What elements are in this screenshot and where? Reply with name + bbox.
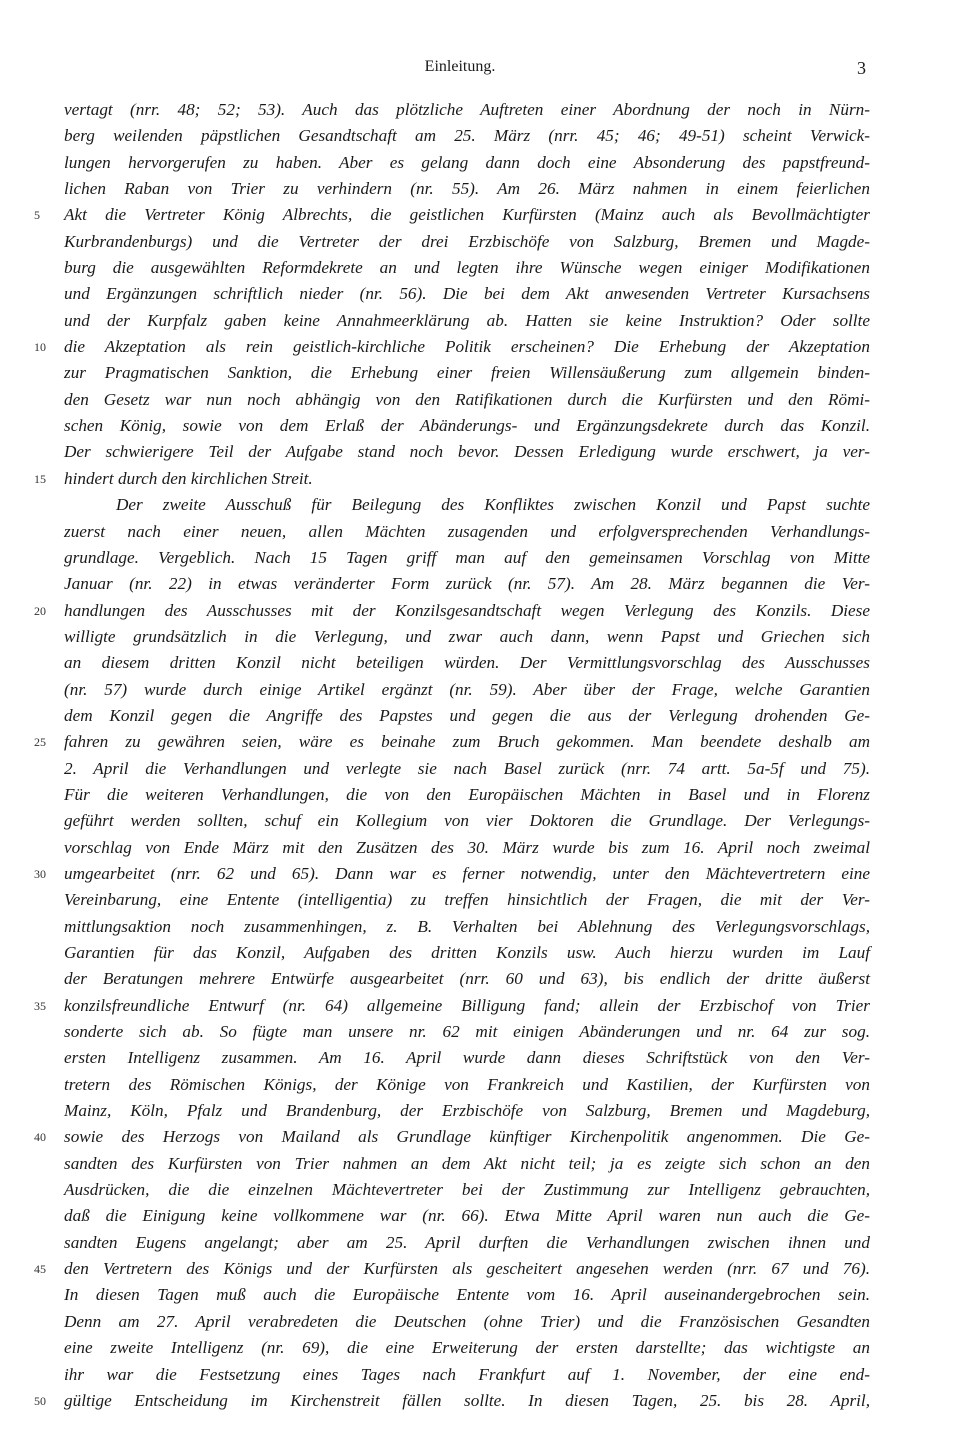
- line-text: berg weilenden päpstlichen Gesandtschaft am 25. März (nrr. 45; 46; 49-51) scheint Verwick-: [64, 126, 870, 146]
- line-number: 35: [34, 998, 46, 1013]
- text-line: [64, 940, 870, 966]
- text-line: [34, 202, 870, 228]
- text-line: [34, 861, 870, 887]
- text-line: [64, 1203, 870, 1229]
- line-text: handlungen des Ausschusses mit der Konzilsgesandtschaft wegen Verlegung des Konzils. Diese: [64, 600, 870, 620]
- line-text: Der zweite Ausschuß für Beilegung des Konfliktes zwischen Konzil und Papst suchte: [116, 495, 870, 515]
- text-line: [34, 598, 870, 624]
- line-text: ersten Intelligenz zusammen. Am 16. April wurde dann dieses Schriftstück von den Ver-: [64, 1048, 870, 1068]
- line-number: 45: [34, 1262, 46, 1277]
- text-line: [64, 1230, 870, 1256]
- page-header: [0, 58, 960, 82]
- text-line: [64, 1098, 870, 1124]
- running-head: Einleitung.: [424, 58, 496, 75]
- line-text: tretern des Römischen Königs, der Könige von Frankreich und Kastilien, der Kurfürsten von: [64, 1074, 870, 1094]
- text-line: [34, 1256, 870, 1282]
- text-line: [64, 519, 870, 545]
- text-line: [64, 966, 870, 992]
- text-line: [64, 1151, 870, 1177]
- text-line: [64, 1309, 870, 1335]
- text-line: [34, 729, 870, 755]
- line-text: Januar (nr. 22) in etwas veränderter Form zurück (nr. 57). Am 28. März begannen die Ver-: [64, 574, 870, 594]
- text-line: [64, 1282, 870, 1308]
- line-text: sandten Eugens angelangt; aber am 25. April durften die Verhandlungen zwischen ihnen und: [64, 1232, 870, 1252]
- line-number: 30: [34, 866, 46, 881]
- line-text: und Ergänzungen schriftlich nieder (nr. 56). Die bei dem Akt anwesenden Vertreter Kursachsens: [64, 284, 870, 304]
- line-number: 20: [34, 603, 46, 618]
- line-text: Akt die Vertreter König Albrechts, die geistlichen Kurfürsten (Mainz auch als Bevollmächtigter: [64, 205, 870, 225]
- text-line: [64, 1072, 870, 1098]
- text-line: [64, 387, 870, 413]
- line-text: Vereinbarung, eine Entente (intelligentia) zu treffen hinsichtlich der Fragen, die mit der Ver-: [64, 890, 870, 910]
- text-line: [64, 1362, 870, 1388]
- text-line: [64, 624, 870, 650]
- text-line: [64, 887, 870, 913]
- text-line: [64, 914, 870, 940]
- text-line: [64, 229, 870, 255]
- line-text: geführt werden sollten, schuf ein Kollegium von vier Doktoren die Grundlage. Der Verlegungs-: [64, 811, 870, 831]
- line-text: schen König, sowie von dem Erlaß der Abänderungs- und Ergänzungsdekrete durch das Konzil.: [64, 416, 870, 436]
- line-text: sonderte sich ab. So fügte man unsere nr. 62 mit einigen Abänderungen und nr. 64 zur sog.: [64, 1022, 870, 1042]
- text-line: [64, 492, 870, 518]
- text-line: [64, 360, 870, 386]
- line-number: 25: [34, 735, 46, 750]
- line-text: zuerst nach einer neuen, allen Mächten zusagenden und erfolgversprechenden Verhandlungs-: [64, 521, 870, 541]
- line-text: zur Pragmatischen Sanktion, die Erhebung einer freien Willensäußerung zum allgemein binden-: [64, 363, 870, 383]
- text-line: [34, 334, 870, 360]
- line-number: 5: [34, 208, 40, 223]
- text-line: [64, 97, 870, 123]
- text-line: [64, 176, 870, 202]
- text-line: [34, 1124, 870, 1150]
- line-text: sandten des Kurfürsten von Trier nahmen an dem Akt nicht teil; ja es zeigte sich schon an den: [64, 1153, 870, 1173]
- text-line: [34, 466, 870, 492]
- line-text: und der Kurpfalz gaben keine Annahmeerklärung ab. Hatten sie keine Instruktion? Oder sollte: [64, 310, 870, 330]
- line-number: 15: [34, 471, 46, 486]
- line-text: Ausdrücken, die die einzelnen Mächtevertreter bei der Zustimmung zur Intelligenz gebrauchten,: [64, 1180, 870, 1200]
- line-text: den Gesetz war nun noch abhängig von den Ratifikationen durch die Kurfürsten und den Römi-: [64, 389, 870, 409]
- line-text: umgearbeitet (nrr. 62 und 65). Dann war es ferner notwendig, unter den Mächtevertretern eine: [64, 863, 870, 883]
- line-text: hindert durch den kirchlichen Streit.: [64, 468, 313, 488]
- text-line: [64, 308, 870, 334]
- text-line: [64, 150, 870, 176]
- text-line: [64, 808, 870, 834]
- text-line: [64, 439, 870, 465]
- text-line: [64, 703, 870, 729]
- text-line: [64, 1335, 870, 1361]
- text-line: [64, 545, 870, 571]
- line-text: ihr war die Festsetzung eines Tages nach Frankfurt auf 1. November, der eine end-: [64, 1364, 870, 1384]
- line-text: vertagt (nrr. 48; 52; 53). Auch das plötzliche Auftreten einer Abordnung der noch in Nürn-: [64, 100, 870, 119]
- text-line: [64, 782, 870, 808]
- line-text: grundlage. Vergeblich. Nach 15 Tagen griff man auf den gemeinsamen Vorschlag von Mitte: [64, 547, 870, 567]
- line-text: daß die Einigung keine vollkommene war (nr. 66). Etwa Mitte April waren nun auch die Ge-: [64, 1206, 870, 1226]
- line-text: gültige Entscheidung im Kirchenstreit fällen sollte. In diesen Tagen, 25. bis 28. April,: [64, 1390, 870, 1410]
- text-line: [64, 255, 870, 281]
- text-line: [34, 993, 870, 1019]
- line-text: Denn am 27. April verabredeten die Deutschen (ohne Trier) und die Französischen Gesandten: [64, 1311, 870, 1331]
- line-text: fahren zu gewähren seien, wäre es beinahe zum Bruch gekommen. Man beendete deshalb am: [64, 732, 870, 752]
- page-number: 3: [857, 58, 866, 78]
- line-number: 40: [34, 1130, 46, 1145]
- line-text: mittlungsaktion noch zusammenhingen, z. B. Verhalten bei Ablehnung des Verlegungsvorschlags,: [64, 916, 870, 936]
- text-line: [64, 123, 870, 149]
- line-text: die Akzeptation als rein geistlich-kirchliche Politik erscheinen? Die Erhebung der Akzeptation: [64, 337, 870, 357]
- line-text: 2. April die Verhandlungen und verlegte sie nach Basel zurück (nrr. 74 artt. 5a-5f und 75).: [64, 758, 870, 778]
- line-text: Mainz, Köln, Pfalz und Brandenburg, der Erzbischöfe von Salzburg, Bremen und Magdeburg,: [64, 1101, 870, 1121]
- line-text: In diesen Tagen muß auch die Europäische Entente vom 16. April auseinandergebrochen sein.: [64, 1285, 870, 1305]
- line-text: Kurbrandenburgs) und die Vertreter der drei Erzbischöfe von Salzburg, Bremen und Magde-: [64, 231, 870, 251]
- line-text: lungen hervorgerufen zu haben. Aber es gelang dann doch eine Absonderung des papstfreund-: [64, 152, 870, 172]
- text-line: [64, 677, 870, 703]
- line-text: sowie des Herzogs von Mailand als Grundlage künftiger Kirchenpolitik angenommen. Die Ge-: [64, 1127, 870, 1147]
- line-text: der Beratungen mehrere Entwürfe ausgearbeitet (nrr. 60 und 63), bis endlich der dritte äußerst: [64, 969, 870, 989]
- line-text: an diesem dritten Konzil nicht beteiligen würden. Der Vermittlungsvorschlag des Ausschusses: [64, 653, 870, 673]
- text-line: [64, 1019, 870, 1045]
- line-text: Garantien für das Konzil, Aufgaben des dritten Konzils usw. Auch hierzu wurden im Lauf: [64, 943, 870, 962]
- line-text: willigte grundsätzlich in die Verlegung, und zwar auch dann, wenn Papst und Griechen sich: [64, 626, 870, 646]
- line-text: konzilsfreundliche Entwurf (nr. 64) allgemeine Billigung fand; allein der Erzbischof von Trier: [64, 995, 870, 1015]
- text-line: [64, 1177, 870, 1203]
- line-number: 50: [34, 1393, 46, 1408]
- line-text: Für die weiteren Verhandlungen, die von den Europäischen Mächten in Basel und in Florenz: [64, 784, 870, 804]
- line-number: 10: [34, 340, 46, 355]
- text-line: [34, 1388, 870, 1414]
- line-text: burg die ausgewählten Reformdekrete an und legten ihre Wünsche wegen einiger Modifikationen: [64, 258, 870, 278]
- line-text: eine zweite Intelligenz (nr. 69), die eine Erweiterung der ersten darstellte; das wichtigste an: [64, 1338, 870, 1358]
- line-text: dem Konzil gegen die Angriffe des Papstes und gegen die aus der Verlegung drohenden Ge-: [64, 705, 870, 725]
- text-line: [64, 835, 870, 861]
- line-text: den Vertretern des Königs und der Kurfürsten als gescheitert angesehen werden (nrr. 67 und 76).: [64, 1259, 870, 1279]
- text-line: [64, 413, 870, 439]
- text-line: [64, 571, 870, 597]
- line-text: vorschlag von Ende März mit den Zusätzen des 30. März wurde bis zum 16. April noch zweimal: [64, 837, 870, 857]
- line-text: Der schwierigere Teil der Aufgabe stand noch bevor. Dessen Erledigung wurde erschwert, ja ver-: [64, 442, 870, 462]
- text-line: [64, 756, 870, 782]
- line-text: (nr. 57) wurde durch einige Artikel ergänzt (nr. 59). Aber über der Frage, welche Garantien: [64, 679, 870, 699]
- text-line: [64, 650, 870, 676]
- body-text: [34, 97, 870, 1414]
- line-text: lichen Raban von Trier zu verhindern (nr. 55). Am 26. März nahmen in einem feierlichen: [64, 179, 870, 199]
- text-line: [64, 281, 870, 307]
- text-line: [64, 1045, 870, 1071]
